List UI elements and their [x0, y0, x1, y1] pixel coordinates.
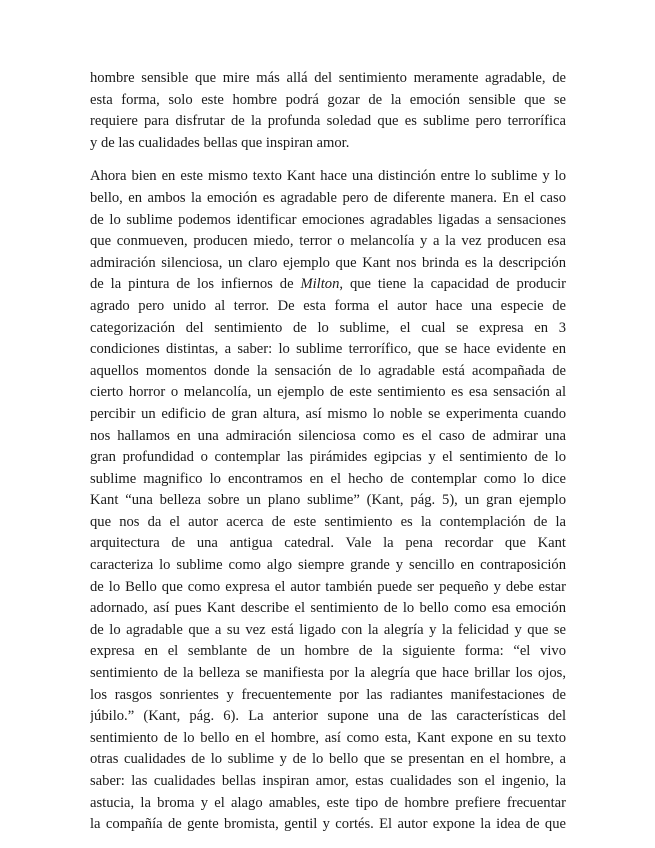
text-line: percibir un edificio de gran altura, así mismo lo noble se experimenta cuando	[90, 405, 566, 422]
text-line: categorización del sentimiento de lo sublime, el cual se expresa en 3	[90, 319, 566, 336]
text-line: bello, en ambos la emoción es agradable pero de diferente manera. En el caso	[90, 189, 566, 206]
text-line: astucia, la broma y el alago amables, este tipo de hombre prefiere frecuentar	[90, 794, 566, 811]
text-line: otras cualidades de lo sublime y de lo bello que se presentan en el hombre, a	[90, 751, 566, 768]
text-line: cierto horror o melancolía, un ejemplo de este sentimiento es esa sensación al	[90, 384, 566, 401]
text-line: sublime magnifico lo encontramos en el hecho de contemplar como lo dice	[90, 470, 566, 487]
text-line: admiración silenciosa, un claro ejemplo que Kant nos brinda es la descripción	[90, 254, 566, 271]
text-line: de lo sublime podemos identificar emociones agradables ligadas a sensaciones	[90, 211, 566, 228]
text-line: saber: las cualidades bellas inspiran amor, estas cualidades son el ingenio, la	[90, 773, 566, 789]
text-line: que nos da el autor acerca de este sentimiento es la contemplación de la	[90, 513, 566, 530]
text-line: requiere para disfrutar de la profunda soledad que es sublime pero terrorífica	[90, 113, 566, 130]
text-run: , que tiene la capacidad de producir	[339, 276, 566, 293]
text-line: Kant “una belleza sobre un plano sublime” (Kant, pág. 5), un gran ejemplo	[90, 492, 566, 509]
text-line: esta forma, solo este hombre podrá gozar de la emoción sensible que se	[90, 91, 566, 108]
text-line: de lo Bello que como expresa el autor también puede ser pequeño y debe estar	[90, 578, 566, 595]
body-text	[90, 68, 566, 836]
paragraph-spacer	[90, 154, 566, 166]
text-line-with-italic	[90, 274, 566, 296]
text-line: Ahora bien en este mismo texto Kant hace una distinción entre lo sublime y lo	[90, 168, 566, 185]
text-line: agrado pero unido al terror. De esta forma el autor hace una especie de	[90, 297, 566, 314]
text-line: aquellos momentos donde la sensación de lo agradable está acompañada de	[90, 362, 566, 379]
text-line: gran profundidad o contemplar las pirámides egipcias y el sentimiento de lo	[90, 449, 566, 466]
paragraph-1	[90, 68, 566, 154]
text-line: hombre sensible que mire más allá del sentimiento meramente agradable, de	[90, 70, 566, 86]
text-line: expresa en el semblante de un hombre de la siguiente forma: “el vivo	[90, 643, 566, 660]
italic-name-milton: Milton	[300, 276, 340, 293]
text-line: caracteriza lo sublime como algo siempre grande y sencillo en contraposición	[90, 557, 566, 574]
text-run: de la pintura de los infiernos de	[90, 276, 301, 293]
paragraph-2	[90, 166, 566, 835]
text-line: los rasgos sonrientes y frecuentemente por las radiantes manifestaciones de	[90, 686, 566, 703]
text-line: arquitectura de una antigua catedral. Vale la pena recordar que Kant	[90, 535, 566, 552]
text-line: de lo agradable que a su vez está ligado con la alegría y la felicidad y que se	[90, 621, 566, 638]
text-line: adornado, así pues Kant describe el sentimiento de lo bello como esa emoción	[90, 600, 566, 617]
text-line: júbilo.” (Kant, pág. 6). La anterior supone una de las características del	[90, 708, 566, 725]
text-line: sentimiento de lo bello en el hombre, así como esta, Kant expone en su texto	[90, 729, 566, 746]
text-line: y de las cualidades bellas que inspiran amor.	[90, 134, 350, 151]
text-line: la compañía de gente bromista, gentil y cortés. El autor expone la idea de que	[90, 816, 566, 833]
text-line: sentimiento de la belleza se manifiesta por la alegría que hace brillar los ojos,	[90, 665, 566, 682]
text-line: nos hallamos en una admiración silenciosa como es el caso de admirar una	[90, 427, 566, 444]
text-line: que conmueven, producen miedo, terror o melancolía y a la vez producen esa	[90, 233, 566, 250]
text-line: condiciones distintas, a saber: lo sublime terrorífico, que se hace evidente en	[90, 341, 566, 358]
